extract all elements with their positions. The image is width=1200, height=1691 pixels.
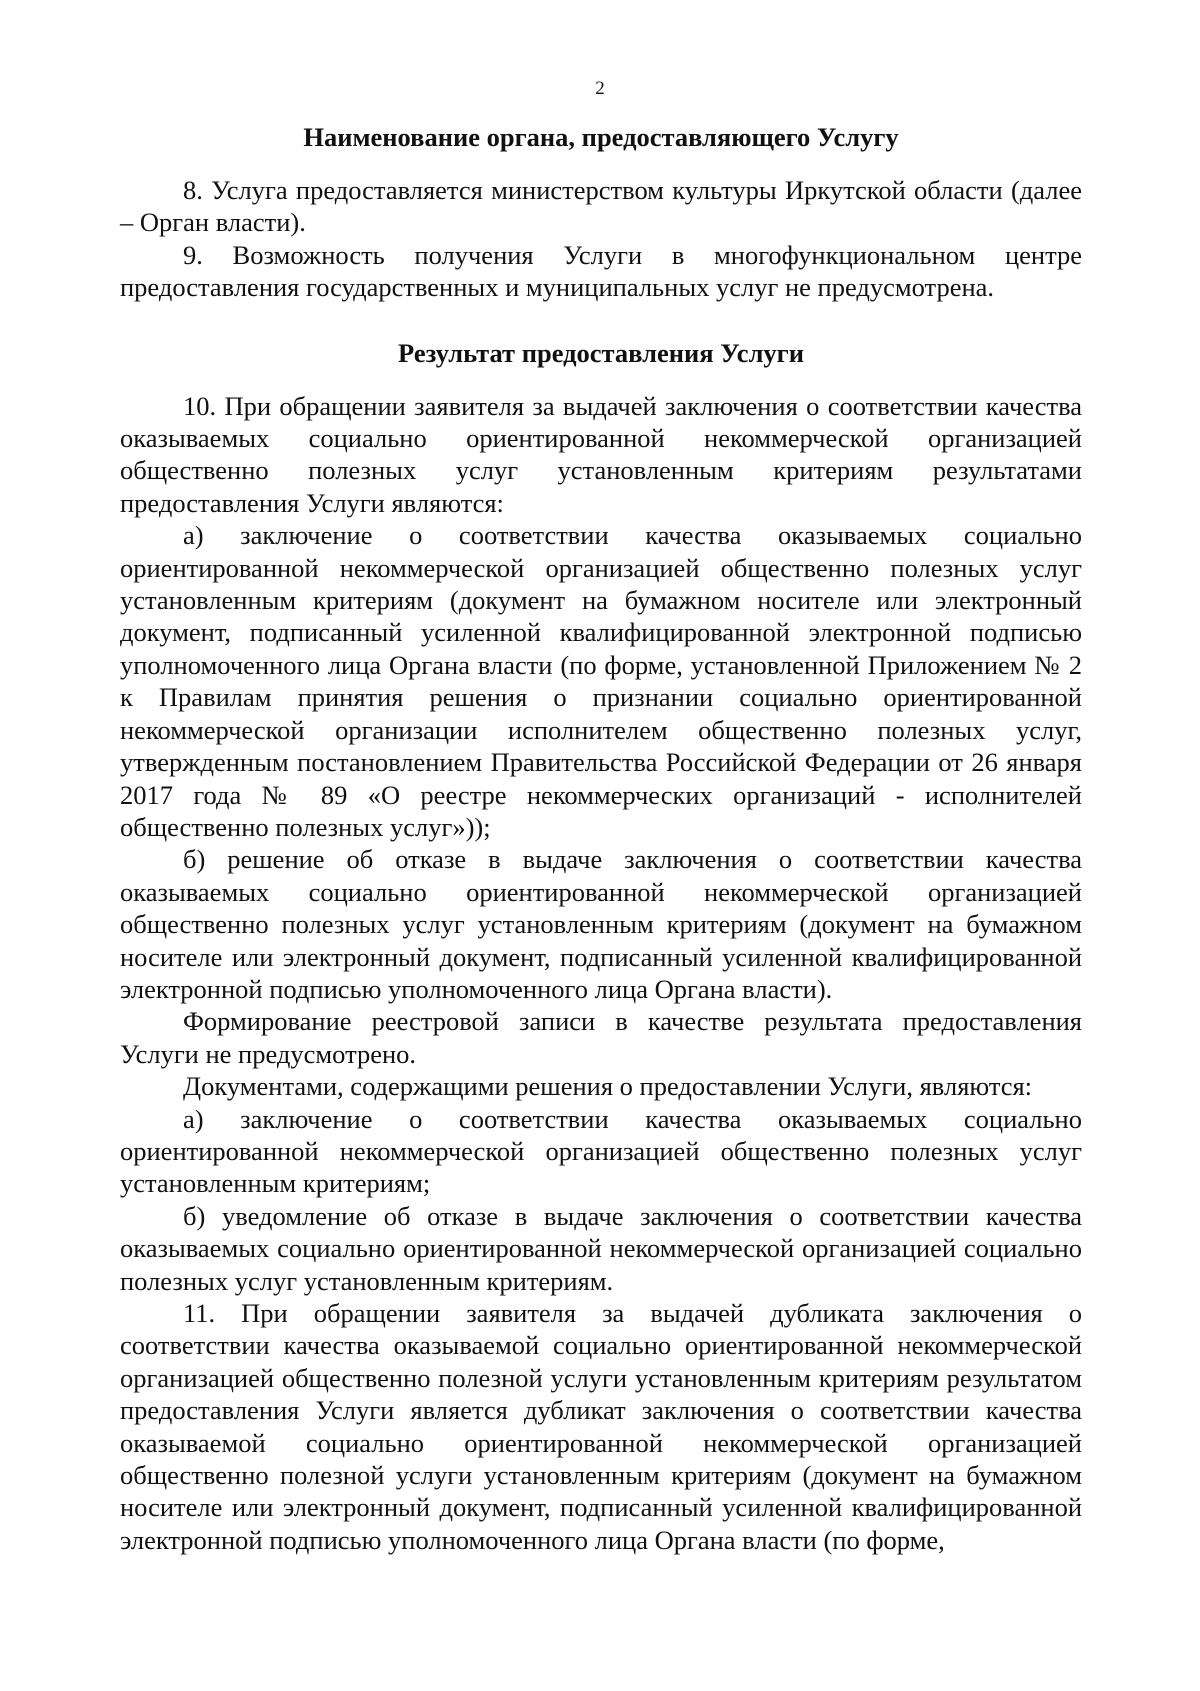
paragraph-8: 8. Услуга предоставляется министерством культуры Иркутской области (далее – Орган власти). <box>120 175 1082 238</box>
paragraph-decision-item-b: б) уведомление об отказе в выдаче заключения о соответствии качества оказываемых социально ориентированной некоммерческой организацией социально полезных услуг установленным критериям. <box>120 1200 1082 1296</box>
paragraph-10: 10. При обращении заявителя за выдачей заключения о соответствии качества оказываемых социально ориентированной некоммерческой организацией общественно полезных услуг установленным критериям результатами предоставления Услуги являются: <box>120 390 1082 518</box>
paragraph-10-item-b: б) решение об отказе в выдаче заключения о соответствии качества оказываемых социально ориентированной некоммерческой организацией общественно полезных услуг установленным критериям (документ на бумажном носителе или электронный документ, подписанный усиленной квалифицированной электронной подписью уполномоченного лица Органа власти). <box>120 844 1082 1004</box>
paragraph-decision-documents: Документами, содержащими решения о предоставлении Услуги, являются: <box>183 1071 1033 1102</box>
document-body <box>120 120 1082 1556</box>
paragraph-10-item-a: а) заключение о соответствии качества оказываемых социально ориентированной некоммерческой организацией общественно полезных услуг установленным критериям (документ на бумажном носителе или электронный документ, подписанный усиленной квалифицированной электронной подписью уполномоченного лица Органа власти (по форме, установленной Приложением № 2 к Правилам принятия решения о признании социально ориентированной некоммерческой организации исполнителем общественно полезных услуг, утвержденным постановлением Правительства Российской Федерации от 26 января 2017 года № 89 «О реестре некоммерческих организаций - исполнителей общественно полезных услуг»)); <box>120 520 1082 842</box>
section-heading-service-result: Результат предоставления Услуги <box>398 337 804 368</box>
paragraph-decision-item-a: а) заключение о соответствии качества оказываемых социально ориентированной некоммерческой организацией общественно полезных услуг установленным критериям; <box>120 1103 1082 1199</box>
paragraph-registry-record: Формирование реестровой записи в качестве результата предоставления Услуги не предусмотрено. <box>120 1006 1082 1069</box>
page-number: 2 <box>595 78 605 99</box>
paragraph-11: 11. При обращении заявителя за выдачей дубликата заключения о соответствии качества оказываемой социально ориентированной некоммерческой организацией общественно полезной услуги установленным критериям результатом предоставления Услуги является дубликат заключения о соответствии качества оказываемой социально ориентированной некоммерческой организацией общественно полезной услуги установленным критериям (документ на бумажном носителе или электронный документ, подписанный усиленной квалифицированной электронной подписью уполномоченного лица Органа власти (по форме, <box>120 1298 1082 1555</box>
paragraph-9: 9. Возможность получения Услуги в многофункциональном центре предоставления государственных и муниципальных услуг не предусмотрена. <box>120 239 1082 303</box>
section-heading-issuing-authority: Наименование органа, предоставляющего Услугу <box>303 122 899 152</box>
